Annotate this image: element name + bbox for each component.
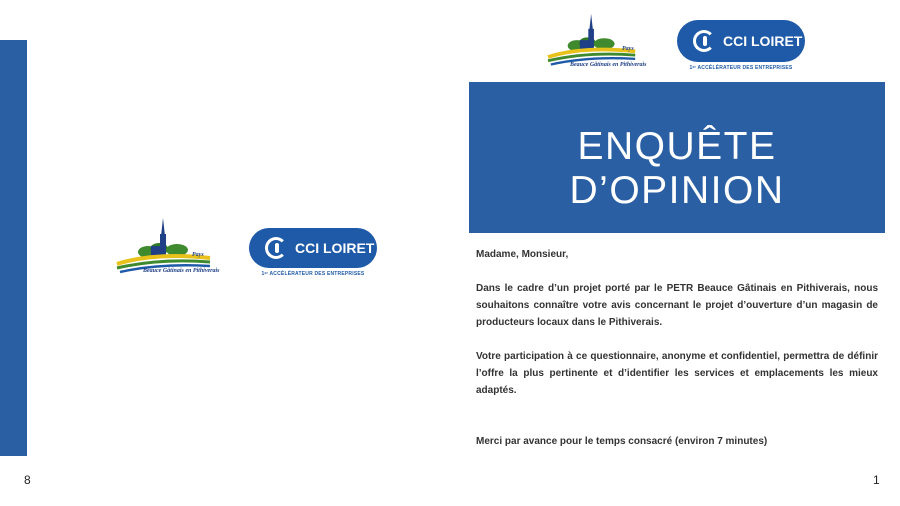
participation-paragraph: Votre participation à ce questionnaire, anonyme et confidentiel, permettra de définir l’offre la plus pertinente et d’identifier les services et emplacements les mieux adaptés.	[476, 351, 878, 396]
page-subtitle: OUVERTURE D’UN MAGASIN DE PRODUCTEURS LOCAUX	[496, 231, 858, 245]
cci-tagline: 1ᵉʳ ACCÉLÉRATEUR DES ENTREPRISES	[261, 271, 365, 277]
letter-body	[476, 246, 878, 450]
cci-icon	[265, 237, 287, 259]
cci-name: CCI LOIRET	[723, 33, 803, 49]
cci-tagline: 1ᵉʳ ACCÉLÉRATEUR DES ENTREPRISES	[689, 65, 793, 71]
cci-icon	[693, 30, 715, 52]
intro-paragraph: Dans le cadre d’un projet porté par le PETR Beauce Gâtinais en Pithiverais, nous souhaitons connaître votre avis concernant le projet d’ouverture d’un magasin de producteurs locaux dans le Pithiverais.	[476, 283, 878, 328]
page-title: ENQUÊTE D’OPINION	[569, 125, 785, 212]
cci-loiret-logo-left	[249, 228, 377, 277]
title-banner	[469, 82, 885, 245]
cci-pill	[677, 20, 805, 62]
closing-line: Merci par avance pour le temps consacré (environ 7 minutes)	[476, 436, 768, 447]
pays-logo-left	[115, 216, 220, 280]
page-number-right: 1	[873, 473, 880, 487]
pays-label-main: Beauce Gâtinais en Pithiverais	[570, 62, 647, 68]
greeting: Madame, Monsieur,	[476, 249, 569, 260]
cci-name: CCI LOIRET	[295, 240, 375, 256]
pays-label-main: Beauce Gâtinais en Pithiverais	[143, 268, 220, 274]
pays-logo-right	[544, 12, 647, 72]
pays-label-small: Pays	[622, 46, 634, 52]
cci-pill	[249, 228, 377, 268]
left-page-accent-bar	[0, 40, 27, 456]
pays-label-small: Pays	[192, 252, 204, 258]
page-number-left: 8	[24, 473, 31, 487]
cci-loiret-logo-right	[677, 20, 805, 71]
